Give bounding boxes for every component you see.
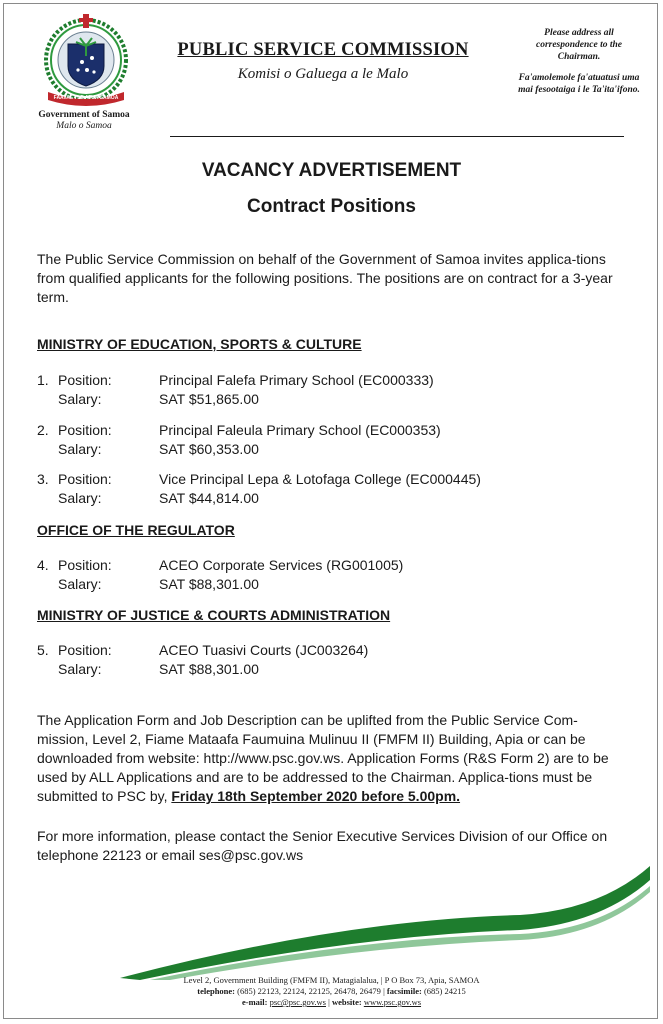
position-label: Position:: [58, 422, 112, 438]
salary-value: SAT $88,301.00: [159, 576, 259, 592]
position-number: 5.: [37, 642, 49, 658]
application-deadline: Friday 18th September 2020 before 5.00pm.: [171, 788, 461, 804]
telephone-label: telephone:: [197, 986, 236, 996]
section-heading: MINISTRY OF JUSTICE & COURTS ADMINISTRATION: [37, 607, 391, 623]
document-subtitle: Contract Positions: [247, 196, 416, 217]
footer-address: Level 2, Government Building (FMFM II), Matagialalua, | P O Box 73, Apia, SAMOA: [183, 975, 480, 985]
position-label: Position:: [58, 471, 112, 487]
section-heading: OFFICE OF THE REGULATOR: [37, 522, 235, 538]
footer-phones: telephone: (685) 22123, 22124, 22125, 26478, 26479 | facsimile: (685) 24215: [197, 986, 466, 996]
address-note-samoan: Fa'amolemole fa'atuatusi uma mai fesootaiga i le Ta'ita'ifono.: [518, 73, 640, 95]
intro-paragraph: The Public Service Commission on behalf of the Government of Samoa invites applica-tions from qualified applicants for the following positions. The positions are on contract for a 3-year term.: [37, 251, 613, 305]
position-label: Position:: [58, 372, 112, 388]
position-title: Principal Falefa Primary School (EC000333): [159, 372, 434, 388]
website-label: website:: [331, 997, 362, 1007]
facsimile-label: facsimile:: [386, 986, 422, 996]
salary-value: SAT $44,814.00: [159, 490, 259, 506]
document-title: VACANCY ADVERTISEMENT: [201, 160, 462, 181]
telephone-numbers: (685) 22123, 22124, 22125, 26478, 26479: [237, 986, 381, 996]
header-divider: [170, 136, 624, 137]
contact-paragraph: For more information, please contact the Senior Executive Services Division of our Office on telephone 22123 or email ses@psc.gov.ws: [37, 828, 608, 863]
section-heading: MINISTRY OF EDUCATION, SPORTS & CULTURE: [37, 336, 362, 352]
position-number: 4.: [37, 557, 49, 573]
position-title: ACEO Tuasivi Courts (JC003264): [159, 642, 369, 658]
footer-contacts: e-mail: psc@psc.gov.ws | website: www.psc.gov.ws: [241, 997, 422, 1007]
website-link[interactable]: www.psc.gov.ws: [363, 997, 422, 1007]
organization-title: PUBLIC SERVICE COMMISSION: [177, 40, 469, 60]
email-label: e-mail:: [241, 997, 268, 1007]
government-name-samoan: Malo o Samoa: [56, 121, 112, 131]
position-label: Position:: [58, 642, 112, 658]
position-title: Principal Faleula Primary School (EC000353): [159, 422, 441, 438]
position-number: 2.: [37, 422, 49, 438]
crest-motto: FAAVAE I LE ATUA SAMOA: [53, 95, 119, 101]
address-note: Please address all correspondence to the Chairman.: [535, 28, 623, 62]
position-title: ACEO Corporate Services (RG001005): [159, 557, 404, 573]
salary-label: Salary:: [58, 661, 102, 677]
salary-value: SAT $88,301.00: [159, 661, 259, 677]
decorative-swoosh: [0, 860, 663, 980]
salary-label: Salary:: [58, 576, 102, 592]
application-instructions: [37, 711, 629, 806]
salary-value: SAT $60,353.00: [159, 441, 259, 457]
salary-label: Salary:: [58, 490, 102, 506]
email-link[interactable]: psc@psc.gov.ws: [269, 997, 326, 1007]
salary-value: SAT $51,865.00: [159, 391, 259, 407]
position-number: 3.: [37, 471, 49, 487]
salary-label: Salary:: [58, 441, 102, 457]
government-name: Government of Samoa: [38, 110, 130, 120]
facsimile-number: (685) 24215: [423, 986, 466, 996]
position-label: Position:: [58, 557, 112, 573]
salary-label: Salary:: [58, 391, 102, 407]
position-number: 1.: [37, 372, 49, 388]
position-title: Vice Principal Lepa & Lotofaga College (EC000445): [159, 471, 481, 487]
application-instructions-text: The Application Form and Job Description can be uplifted from the Public Service Com-mission, Level 2, Fiame Mataafa Faumuina Mulinuu II (FMFM II) Building, Apia or can be downloaded from website: http://www.psc.gov.ws. Application Forms (R&S Form 2) are to be used by ALL Applications and are to be addressed to the Chairman. Applica-tions must be submitted to PSC by,: [37, 712, 609, 804]
organization-subtitle: Komisi o Galuega a le Malo: [237, 66, 409, 82]
